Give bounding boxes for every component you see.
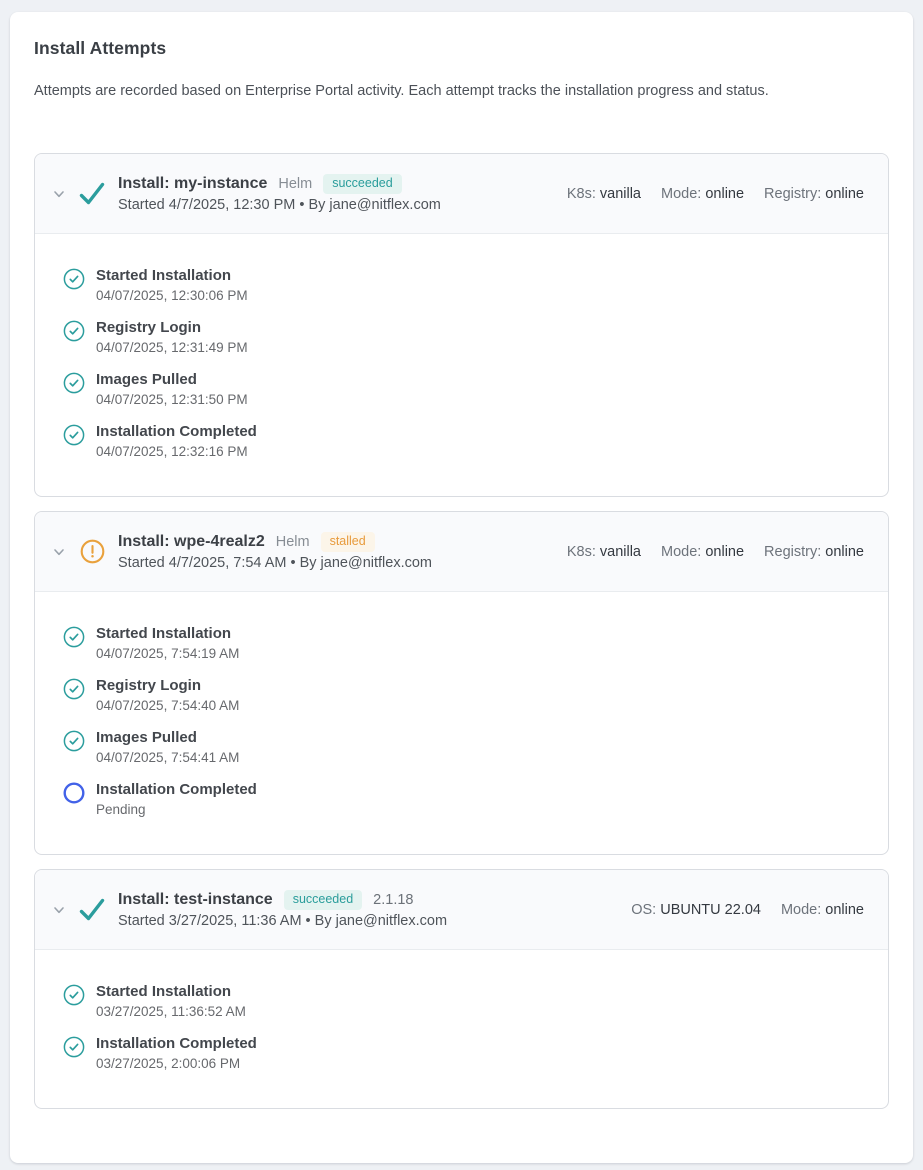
- attempt-card-wpe-4realz2: [34, 511, 889, 855]
- attempt-started: Started 4/7/2025, 7:54 AM • By jane@nitflex.com: [118, 554, 432, 571]
- attempt-started: Started 3/27/2025, 11:36 AM • By jane@nitflex.com: [118, 912, 448, 929]
- check-circle-icon: [63, 626, 85, 648]
- success-check-icon: [77, 179, 107, 209]
- meta-mode: Mode: online: [661, 185, 745, 202]
- step-row: [63, 318, 864, 356]
- step-label: Images Pulled: [96, 371, 197, 388]
- attempt-steps: [35, 950, 888, 1108]
- meta-registry: Registry: online: [764, 543, 864, 560]
- step-time: 04/07/2025, 7:54:40 AM: [96, 698, 240, 713]
- step-label: Installation Completed: [96, 1035, 257, 1052]
- attempt-meta: [567, 186, 864, 202]
- page-description: Attempts are recorded based on Enterprise Portal activity. Each attempt tracks the installation progress and status.: [34, 83, 769, 99]
- step-row: [63, 266, 864, 304]
- step-time: 04/07/2025, 7:54:19 AM: [96, 646, 240, 661]
- step-time: 04/07/2025, 12:32:16 PM: [96, 444, 248, 459]
- step-row: [63, 422, 864, 460]
- check-circle-icon: [63, 984, 85, 1006]
- step-time: Pending: [96, 802, 146, 817]
- attempt-header[interactable]: [35, 154, 888, 234]
- step-label: Registry Login: [96, 319, 202, 336]
- meta-mode: Mode: online: [661, 543, 745, 560]
- step-time: 03/27/2025, 2:00:06 PM: [96, 1056, 241, 1071]
- attempt-title: Install: my-instance: [118, 175, 268, 192]
- check-circle-icon: [63, 678, 85, 700]
- step-time: 03/27/2025, 11:36:52 AM: [96, 1004, 246, 1019]
- attempt-meta: [631, 902, 864, 918]
- attempt-title: Install: test-instance: [118, 891, 273, 908]
- success-check-icon: [77, 895, 107, 925]
- attempt-meta: [567, 544, 864, 560]
- check-circle-icon: [63, 424, 85, 446]
- page-title: Install Attempts: [34, 38, 167, 58]
- check-circle-icon: [63, 1036, 85, 1058]
- install-attempts-panel: [10, 12, 913, 1163]
- step-label: Installation Completed: [96, 781, 257, 798]
- attempt-method: Helm: [278, 176, 313, 192]
- attempt-title: Install: wpe-4realz2: [118, 533, 265, 550]
- meta-k8s: K8s: vanilla: [566, 185, 641, 202]
- attempt-title-block: [118, 174, 441, 213]
- pending-circle-icon: [63, 782, 85, 804]
- check-circle-icon: [63, 730, 85, 752]
- step-time: 04/07/2025, 7:54:41 AM: [96, 750, 240, 765]
- step-row: [63, 780, 864, 818]
- attempt-header[interactable]: [35, 512, 888, 592]
- attempt-card-test-instance: [34, 869, 889, 1109]
- check-circle-icon: [63, 372, 85, 394]
- check-circle-icon: [63, 268, 85, 290]
- check-circle-icon: [63, 320, 85, 342]
- status-badge: succeeded: [323, 174, 401, 194]
- alert-circle-icon: [77, 537, 107, 567]
- step-label: Registry Login: [96, 677, 202, 694]
- attempt-title-block: [118, 890, 447, 929]
- step-time: 04/07/2025, 12:31:50 PM: [96, 392, 248, 407]
- attempt-header[interactable]: [35, 870, 888, 950]
- step-time: 04/07/2025, 12:31:49 PM: [96, 340, 248, 355]
- meta-k8s: K8s: vanilla: [566, 543, 641, 560]
- chevron-down-icon[interactable]: [52, 187, 66, 201]
- chevron-down-icon[interactable]: [52, 903, 66, 917]
- step-row: [63, 370, 864, 408]
- meta-registry: Registry: online: [764, 185, 864, 202]
- attempt-steps: [35, 592, 888, 854]
- meta-os: OS: UBUNTU 22.04: [631, 901, 761, 918]
- step-label: Images Pulled: [96, 729, 197, 746]
- attempt-steps: [35, 234, 888, 496]
- step-label: Started Installation: [96, 625, 232, 642]
- step-row: [63, 624, 864, 662]
- attempt-started: Started 4/7/2025, 12:30 PM • By jane@nitflex.com: [118, 196, 441, 213]
- step-row: [63, 1034, 864, 1072]
- attempt-method: Helm: [275, 534, 310, 550]
- step-label: Started Installation: [96, 983, 232, 1000]
- meta-mode: Mode: online: [780, 901, 864, 918]
- step-row: [63, 982, 864, 1020]
- step-label: Installation Completed: [96, 423, 257, 440]
- step-row: [63, 676, 864, 714]
- status-badge: succeeded: [284, 890, 362, 910]
- step-time: 04/07/2025, 12:30:06 PM: [96, 288, 248, 303]
- step-label: Started Installation: [96, 267, 232, 284]
- attempt-version: 2.1.18: [373, 892, 414, 908]
- chevron-down-icon[interactable]: [52, 545, 66, 559]
- attempt-card-my-instance: [34, 153, 889, 497]
- status-badge: stalled: [321, 532, 375, 552]
- step-row: [63, 728, 864, 766]
- attempt-title-block: [118, 532, 432, 571]
